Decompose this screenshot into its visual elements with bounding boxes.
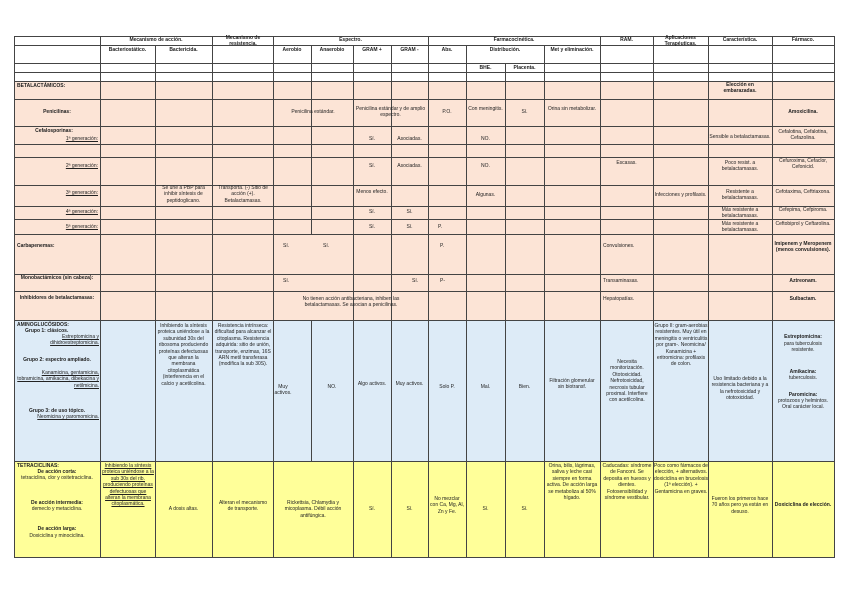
gen3-label: 3ª generación: — [65, 190, 98, 196]
header-distribucion: Distribución. — [489, 47, 521, 53]
carb-aerobio: Sí. — [283, 243, 290, 249]
amino-anaerobio: NO. — [327, 384, 337, 390]
header-bactericida: Bactericida. — [169, 47, 198, 53]
gen4-label: 4ª generación: — [65, 209, 98, 215]
far-amikacina-uso: tuberculosis. — [788, 375, 818, 381]
pen-met: Orina sin metabolizar. — [547, 106, 597, 112]
amino-grupo2-drugs: Kanamicina, gentamicina, tobramicina, amikacina, dibekacina y netilmicina. — [17, 370, 99, 389]
header-anaerobio: Anaerobio — [319, 47, 345, 53]
tetra-corta: De acción corta: — [37, 469, 77, 475]
header-farmacocinetica: Farmacocinética. — [493, 37, 535, 43]
far-g5: Ceftobiprol y Ceftarolina. — [775, 221, 831, 227]
header-aerobio: Aerobio — [282, 47, 302, 53]
far-g1: Cefalotina, Cefalotina, Cefazolina. — [778, 129, 828, 142]
g3-bhe: Algunas. — [475, 192, 496, 198]
g2-gram-pos: Sí. — [368, 163, 376, 169]
car-g3: Resistente a betalactamasas. — [721, 189, 759, 202]
tetra-espectro: Rickettsia, Chlamydia y micoplasma. Débil acción antifúngica. — [284, 500, 342, 519]
amino-bactericida: Inhibiendo la síntesis proteica uniéndose a la subunidad 30s del ribosoma produciendo proteínas defectuosas que alteran la membrana citoplasmática (interferencia en el calcio y acetilcolina. — [157, 323, 210, 387]
g4-gram-neg: Sí. — [406, 209, 413, 215]
far-g4: Cefepima, Cefpiroma. — [778, 207, 828, 213]
mono-aerobio: Sí. — [283, 278, 290, 284]
header-gram-positivo: GRAM + — [362, 47, 382, 53]
tetra-bhe: Sí. — [482, 506, 489, 512]
far-paromicina-uso: protozoos y helmintos. Oral carácter local. — [777, 398, 829, 411]
tetra-resistencia: Alteran el mecanismo de transporte. — [218, 500, 268, 513]
header-gram-negativo: GRAM - — [400, 47, 419, 53]
betalactamicos-title: BETALACTÁMICOS: — [17, 83, 66, 89]
pen-gram: Penicilina estándar y de amplio espectro. — [355, 106, 426, 119]
far-imipenem: Imipenem y Meropenem (menos convulsiones). — [774, 241, 832, 254]
eleccion-embarazadas: Elección en embarazadas. — [723, 82, 757, 95]
amino-grupo1: Grupo 1: clásicos. — [25, 328, 69, 334]
car-g2: Poco resist. a betalactamasas. — [721, 160, 759, 173]
tetra-placenta: Sí. — [521, 506, 528, 512]
tetra-intermedia: De acción intermedia: — [31, 500, 83, 506]
ram-transaminasas: Transaminasas. — [603, 278, 639, 284]
inhibidores-label: Inhibidores de betalactamasas: — [19, 295, 95, 301]
inhibidores-espectro: No tienen acción antibacteriana, inhiben las betalactamasas. Se asocian a penicilinas. — [302, 296, 400, 309]
amino-abs: Solo P. — [439, 384, 455, 390]
tetra-bacteriostatico: Inhibiendo la síntesis proteica uniéndose a la sub 30s del rib. produciendo proteínas defectuosas que alteran la membrana citoplasmática. — [102, 463, 154, 508]
tetraciclinas-title: TETRACICLINAS: — [17, 463, 59, 469]
ram-convulsiones: Convulsiones. — [603, 243, 635, 249]
tetra-ram: Caducadas: síndrome de Fanconi. Se deposita en huesos y dientes. Fotosensibilidad y síndrome vestibular. — [602, 463, 652, 502]
pen-abs: P.O. — [442, 109, 452, 115]
tetra-larga: De acción larga: — [37, 526, 77, 532]
header-aplicaciones: Aplicaciones Terapéuticas. — [664, 35, 697, 48]
amino-aplicaciones: Grupo II: gram-aerobias resistentes. Muy útil en meningitis o ventriculitis por gram-. Neomicina/ Kanamicina + eritromicina: profilaxis de colon. — [654, 323, 708, 368]
header-abs: Abs. — [441, 47, 453, 53]
amino-resistencia: Resistencia intrínseca: dificultad para alcanzar el citoplasma. Resistencia adquirida: sitio de unión, transporte, enzimas, 16S ARN metil transferasa (modifica la sub 30S). — [214, 323, 272, 368]
monobactamicos-label: Monobactámicos (sin cabeza): — [20, 275, 94, 281]
far-g3: Cefotaxima, Ceftriaxona. — [775, 189, 831, 195]
header-placenta: Placenta. — [513, 65, 536, 71]
g1-bhe: NO. — [481, 136, 490, 142]
far-amoxicilina: Amoxicilina. — [788, 109, 818, 115]
tetra-gram-neg: Sí. — [406, 506, 413, 512]
tetra-met: Orina, bilis, lágrimas, saliva y leche casi siempre en forma activa. De acción larga se metaboliza al 50% hígado. — [546, 463, 598, 502]
header-mecanismo-resistencia: Mecanismo de resistencia. — [225, 35, 261, 48]
aminoglucosidos-title: AMINOGLUCÓSIDOS: — [17, 322, 69, 328]
amino-gram-pos: Algo activos. — [357, 381, 387, 387]
tetra-gram-pos: Sí. — [368, 506, 376, 512]
far-amikacina: Amikacina: — [789, 369, 817, 375]
far-sulbactam: Sulbactam. — [789, 296, 817, 302]
car-g4: Más resistente a betalactamasas. — [721, 207, 759, 220]
amino-placenta: Bien. — [518, 384, 531, 390]
carb-anaerobio: Sí. — [323, 243, 330, 249]
tetra-aplicaciones: Poco como fármacos de elección, + alternativos. doxiciclina en brucelosis (1ª elección). + Gentamicina en graves. — [654, 463, 708, 495]
car-g1: Sensible a betalactamasas. — [709, 134, 771, 140]
g2-bhe: NO. — [481, 163, 490, 169]
far-aztreonam: Aztreonam. — [789, 278, 817, 284]
amino-aerobio: Muy activos. — [274, 384, 292, 397]
gen1-label: 1ª generación: — [65, 136, 98, 142]
g5-abs: P. — [437, 224, 443, 230]
amino-grupo2: Grupo 2: espectro ampliado. — [23, 357, 91, 363]
tetra-abs: No mezclar con Ca, Mg, Al, Zn y Fe. — [430, 496, 464, 515]
far-estreptomicina-uso: para tuberculosis resistente. — [783, 341, 823, 354]
far-paromicina: Paromicina: — [788, 392, 818, 398]
beta-bactericida: Se une a PBP para inhibir síntesis de peptidoglicano. — [162, 185, 205, 204]
far-doxiciclina: Doxiciclina de elección. — [774, 502, 832, 508]
amino-caracteristica: Uso limitado debido a la resistencia bacteriana y a la nefrotoxicidad y ototoxicidad. — [711, 376, 769, 402]
car-g5: Más resistente a betalactamasas. — [721, 221, 759, 234]
far-g2: Cefuroxima, Cefaclor, Cefonicid. — [778, 158, 828, 171]
carbapenemas-label: Carbapenemas: — [17, 243, 55, 249]
g2-gram-neg: Asociadas. — [397, 163, 422, 169]
header-farmaco: Fármaco. — [791, 37, 815, 43]
amino-grupo3-drugs: Neomicina y paromomicina. — [37, 414, 99, 420]
cefalosporinas-label: Cefalosporinas: — [35, 128, 73, 134]
g1-gram-neg: Asociadas. — [397, 136, 422, 142]
header-ram: RAM. — [620, 37, 633, 43]
amino-bhe: Mal. — [480, 384, 491, 390]
ram-hepatopatias: Hepatopatías. — [603, 296, 635, 302]
header-bhe: BHE. — [479, 65, 492, 71]
ram-escasas: Escasas. — [616, 160, 637, 166]
far-estreptomicina: Estreptomicina: — [784, 334, 822, 340]
antibiotics-table — [14, 36, 835, 557]
tetra-caracteristica: Fueron los primeros hace 70 años pero ya están en desuso. — [711, 496, 769, 515]
gen2-label: 2ª generación: — [65, 163, 98, 169]
g1-gram-pos: Sí. — [368, 136, 376, 142]
header-caracteristica: Característica. — [722, 37, 758, 43]
pen-placenta: Sí. — [521, 109, 528, 115]
tetra-bactericida: A dosis altas. — [168, 506, 199, 512]
beta-resistencia: Transporta. (-) Sitio de acción (+). Betalactamasas. — [218, 185, 268, 204]
tetra-intermedia-drugs: demeclo y metaciclina. — [31, 506, 83, 512]
tetra-larga-drugs: Doxiciclina y minociclina. — [29, 533, 85, 539]
penicilinas-label: Penicilinas: — [43, 109, 71, 115]
header-bacteriostatico: Bacteriostático. — [108, 47, 147, 53]
amino-ram: Necesita monitorización. Ototoxicidad. Nefrotoxicidad, necrosis tubular proximal. Interfiere con acetilcolina. — [606, 359, 648, 404]
amino-met: Filtración glomerular sin biotransf. — [549, 378, 595, 391]
g4-gram-pos: Sí. — [368, 209, 376, 215]
header-met-eliminacion: Met y eliminación. — [550, 47, 594, 53]
g5-gram-pos: Sí. — [368, 224, 376, 230]
mono-abs: P- — [440, 278, 445, 284]
amino-gram-neg: Muy activos. — [395, 381, 424, 387]
g5-gram-neg: Sí. — [406, 224, 413, 230]
amino-grupo1-drugs: Estreptomicina y dihidroestreptomicina. — [50, 334, 99, 347]
amino-grupo3: Grupo 3: de uso tópico. — [28, 408, 86, 414]
header-mecanismo-accion: Mecanismo de acción. — [129, 37, 183, 43]
pen-aerobio: Penicilina estándar. — [291, 109, 335, 115]
header-espectro: Espectro. — [339, 37, 362, 43]
mono-gram-neg: Sí. — [412, 278, 419, 284]
pen-bhe: Con meningitis. — [468, 106, 503, 112]
carb-abs: P. — [440, 243, 445, 249]
beta-aplicaciones: Infecciones y profilaxis. — [654, 192, 707, 198]
g3-gram-pos: Menos efecto. — [356, 189, 388, 195]
gen5-label: 5ª generación: — [65, 224, 98, 230]
tetra-corta-drugs: tetraciclina, clor y oxitetraciclina. — [21, 475, 93, 481]
